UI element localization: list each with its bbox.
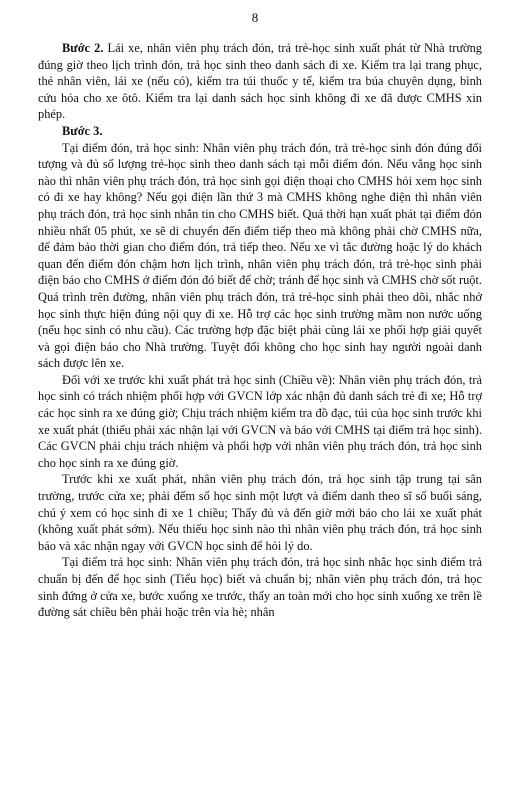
paragraph-dropoff-point: Tại điểm trả học sinh: Nhân viên phụ trách đón, trả học sinh nhắc học sinh điểm trả chuẩn bị đến để học sinh (Tiểu học) biết và chuẩn bị; nhân viên phụ trách đón, trả học sinh đứng ở cửa xe, bước xuống xe trước, thấy an toàn mới cho học sinh xuống xe trên lề đường sát chiều bên phải hoặc trên vỉa hè; nhân <box>38 555 482 620</box>
step-2-label: Bước 2. <box>62 41 104 55</box>
paragraph-before-departure: Trước khi xe xuất phát, nhân viên phụ trách đón, trả học sinh tập trung tại sân trường, trước cửa xe; phải đếm số học sinh một lượt và điểm danh theo sĩ số buổi sáng, chú ý xem có học sinh đi xe 1 chiều; Thấy đủ và đến giờ mới báo cho lái xe xuất phát (không xuất phát sớm). Nếu thiếu học sinh nào thì nhân viên phụ trách đón, trả học sinh báo và xác nhận ngay với GVCN học sinh để hỏi lý do. <box>38 472 482 553</box>
step-3-heading: Bước 3. <box>62 123 103 138</box>
step-2-text: Lái xe, nhân viên phụ trách đón, trả trẻ-học sinh xuất phát từ Nhà trường đúng giờ theo lịch trình đón, trả học sinh theo danh sách đi xe. Kiểm tra lại trang phục, thẻ nhân viên, lái xe (nếu có), kiểm tra túi thuốc y tế, kiểm tra búa chuyên dụng, bình cứu hỏa cho xe ôtô. Kiểm tra lại danh sách học sinh không đi xe đã được CMHS xin phép. <box>38 41 482 122</box>
paragraph-afternoon-return: Đối với xe trước khi xuất phát trả học sinh (Chiều về): Nhân viên phụ trách đón, trả học sinh có trách nhiệm phối hợp với GVCN lớp xác nhận đủ danh sách trẻ đi xe; Hỗ trợ các học sinh ra xe đúng giờ; Chịu trách nhiệm kiểm tra đồ đạc, túi của học sinh trước khi xe xuất phát (thiếu phải xác nhận lại với GVCN và báo với CMHS tại điểm trả học sinh). Các GVCN phải chịu trách nhiệm và phối hợp với nhân viên phụ trách đón, trả học sinh cho học sinh ra xe đúng giờ. <box>38 372 482 470</box>
page-number: 8 <box>251 10 259 25</box>
document-body <box>38 40 482 621</box>
step-2-paragraph <box>38 40 482 123</box>
paragraph-pickup-point: Tại điểm đón, trả học sinh: Nhân viên phụ trách đón, trả trẻ-học sinh đón đúng đối tượng và đủ số lượng trẻ-học sinh theo danh sách tại mỗi điểm đón. Nếu vắng học sinh nào thì nhân viên phụ trách đón, trả học sinh gọi điện thoại cho CMHS hỏi xem học sinh có đi xe hay không? Nếu gọi điện lần thứ 3 mà CMHS không nghe điện thì nhân viên phụ trách đón, trả học sinh nhắn tin cho CMHS biết. Quá thời hạn xuất phát tại điểm đón nhiều nhất 05 phút, xe sẽ di chuyển đến điểm tiếp theo mà không phải chờ CMHS nữa, để đảm bảo thời gian cho điểm đón, trả tiếp theo. Nếu xe vì tắc đường hoặc lý do khách quan đến điểm đón chậm hơn lịch trình, nhân viên phụ trách đón, trả trẻ-học sinh phải điện báo cho CMHS ở điểm đón đó biết để chờ; tránh để học sinh và CMHS chờ sốt ruột. Quá trình trên đường, nhân viên phụ trách đón, trả trẻ-học sinh phải theo dõi, nhắc nhở học sinh thực hiện đúng nội quy đi xe. Hỗ trợ các học sinh trường mầm non nước uống (nếu học sinh có nhu cầu). Các trường hợp đặc biệt phải cùng lái xe phối hợp giải quyết và gọi điện báo cho Nhà trường. Tuyệt đối không cho học sinh hay người ngoài danh sách được lên xe. <box>38 140 482 371</box>
